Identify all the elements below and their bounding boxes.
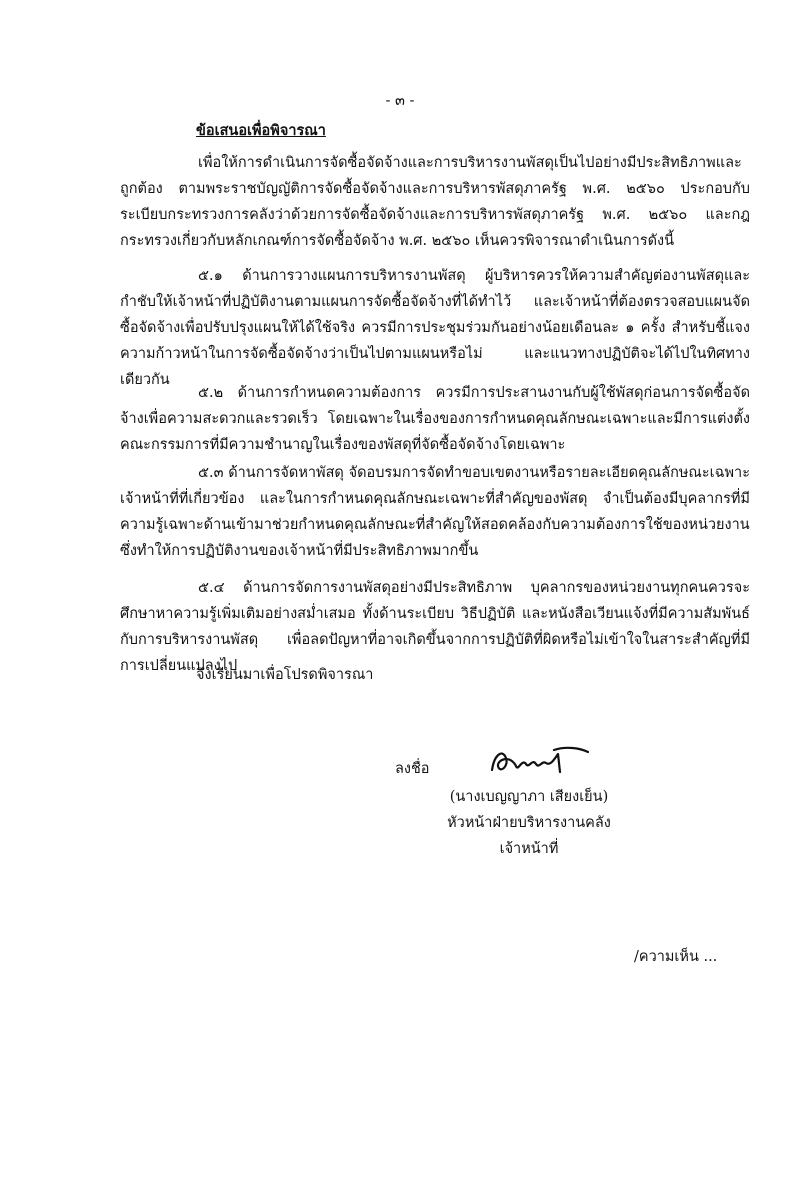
signer-name: (นางเบญญาภา เสียงเย็น) [449, 789, 609, 805]
paragraph-5-2: ๕.๒ ด้านการกำหนดความต้องการ ควรมีการประสานงานกับผู้ใช้พัสดุก่อนการจัดซื้อจัดจ้างเพื่อความสะดวกและรวดเร็ว โดยเฉพาะในเรื่องของการกำหนดคุณลักษณะเฉพาะและมีการแต่งตั้งคณะกรรมการที่มีความชำนาญในเรื่องของพัสดุที่จัดซื้อจัดจ้างโดยเฉพาะ [120, 385, 750, 453]
section-heading: ข้อเสนอเพื่อพิจารณา [196, 122, 326, 139]
handwritten-signature [484, 736, 594, 784]
paragraph-5-3: ๕.๓ ด้านการจัดหาพัสดุ จัดอบรมการจัดทำขอบเขตงานหรือรายละเอียดคุณลักษณะเฉพาะเจ้าหน้าที่ที่เกี่ยวข้อง และในการกำหนดคุณลักษณะเฉพาะที่สำคัญของพัสดุ จำเป็นต้องมีบุคลากรที่มีความรู้เฉพาะด้านเข้ามาช่วยกำหนดคุณลักษณะที่สำคัญให้สอดคล้องกับความต้องการใช้ของหน่วยงาน ซึ่งทำให้การปฏิบัติงานของเจ้าหน้าที่มีประสิทธิภาพมากขึ้น [120, 465, 750, 559]
paragraph-5-4: ๕.๔ ด้านการจัดการงานพัสดุอย่างมีประสิทธิภาพ บุคลากรของหน่วยงานทุกคนควรจะศึกษาหาความรู้เพิ่มเติมอย่างสม่ำเสมอ ทั้งด้านระเบียบ วิธีปฏิบัติ และหนังสือเวียนแจ้งที่มีความสัมพันธ์กับการบริหารงานพัสดุ เพื่อลดปัญหาที่อาจเกิดขึ้นจากการปฏิบัติที่ผิดหรือไม่เข้าใจในสาระสำคัญที่มีการเปลี่ยนแปลงไป [120, 580, 750, 674]
paragraph-5-1: ๕.๑ ด้านการวางแผนการบริหารงานพัสดุ ผู้บริหารควรให้ความสำคัญต่องานพัสดุและกำชับให้เจ้าหน้าที่ปฏิบัติงานตามแผนการจัดซื้อจัดจ้างที่ได้ทำไว้ และเจ้าหน้าที่ต้องตรวจสอบแผนจัดซื้อจัดจ้างเพื่อปรับปรุงแผนให้ได้ใช้จริง ควรมีการประชุมร่วมกันอย่างน้อยเดือนละ ๑ ครั้ง สำหรับชี้แจงความก้าวหน้าในการจัดซื้อจัดจ้างว่าเป็นไปตามแผนหรือไม่ และแนวทางปฏิบัติจะได้ไปในทิศทางเดียวกัน [120, 268, 750, 388]
signer-role: เจ้าหน้าที่ [499, 841, 559, 857]
intro-paragraph: เพื่อให้การดำเนินการจัดซื้อจัดจ้างและการบริหารงานพัสดุเป็นไปอย่างมีประสิทธิภาพและถูกต้อง ตามพระราชบัญญัติการจัดซื้อจัดจ้างและการบริหารพัสดุภาครัฐ พ.ศ. ๒๕๖๐ ประกอบกับระเบียบกระทรวงการคลังว่าด้วยการจัดซื้อจัดจ้างและการบริหารพัสดุภาครัฐ พ.ศ. ๒๕๖๐ และกฎกระทรวงเกี่ยวกับหลักเกณฑ์การจัดซื้อจัดจ้าง พ.ศ. ๒๕๖๐ เห็นควรพิจารณาดำเนินการดังนี้ [120, 155, 750, 249]
closing-line: จึงเรียนมาเพื่อโปรดพิจารณา [196, 667, 374, 683]
signature-label: ลงชื่อ [395, 761, 430, 777]
page-number: - ๓ - [385, 93, 415, 109]
signer-title: หัวหน้าฝ่ายบริหารงานคลัง [447, 815, 611, 831]
continuation-note: /ความเห็น ... [634, 949, 718, 965]
